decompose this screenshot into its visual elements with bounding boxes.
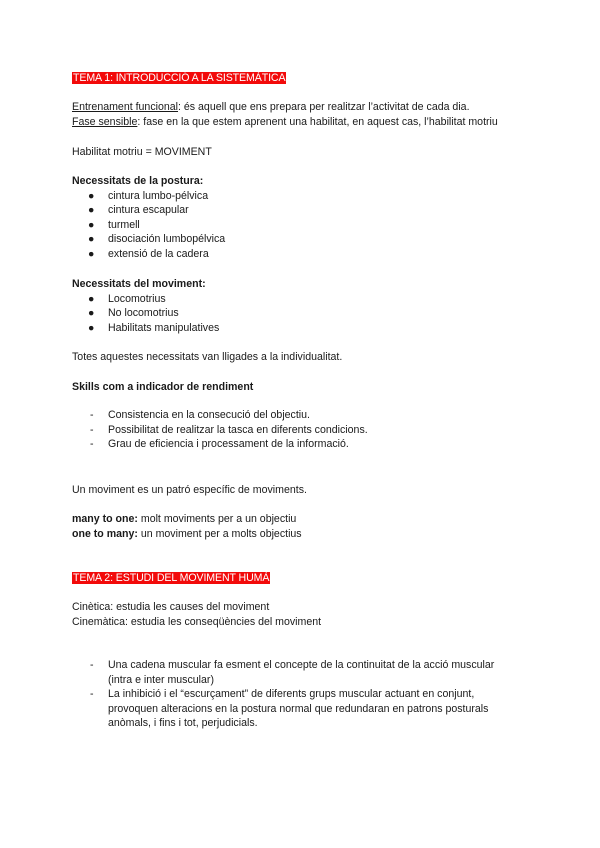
tema2-list-section	[72, 658, 508, 731]
def1-term: Entrenament funcional	[72, 101, 179, 113]
cinetica-section	[72, 600, 321, 629]
moviment-section	[72, 277, 219, 335]
skills-title: Skills com a indicador de rendiment	[72, 381, 254, 393]
many-to-one: many to one: molt moviments per a un objectiu	[72, 513, 297, 525]
postura-section	[72, 174, 225, 262]
list-item: - Una cadena muscular fa esment el concepte de la continuitat de la acció muscular (intra e inter muscular)	[90, 659, 495, 686]
one-to-many: one to many: un moviment per a molts objectius	[72, 527, 302, 540]
totes-line: Totes aquestes necessitats van lligades a la individualitat.	[72, 351, 343, 363]
moviment-list	[72, 292, 219, 336]
list-item: - Possibilitat de realitzar la tasca en diferents condicions.	[90, 423, 368, 436]
list-item: - La inhibició i el “escurçament” de diferents grups muscular actuant en conjunt, provoquen alteracions en la postura normal que redundaran en patrons posturals anòmals, i fins i tot, perjudicials.	[90, 688, 489, 730]
cinetica-line: Cinètica: estudia les causes del moviment	[72, 601, 270, 613]
def1-text: : és aquell que ens prepara per realitzar l’activitat de cada dia.	[178, 101, 470, 113]
list-item: ● extensió de la cadera	[88, 247, 209, 260]
tema2-heading-block	[72, 571, 270, 586]
def-fase	[72, 115, 498, 130]
postura-title: Necessitats de la postura:	[72, 175, 204, 187]
def2-term: Fase sensible	[72, 115, 138, 128]
skills-list	[72, 408, 368, 452]
list-item: - Consistencia en la consecució del objectiu.	[90, 409, 310, 421]
cinematica-line: Cinemàtica: estudia les conseqüències del moviment	[72, 615, 322, 628]
patro-line: Un moviment es un patró específic de moviments.	[72, 484, 307, 496]
list-item: ● Habilitats manipulatives	[88, 321, 220, 334]
list-item: - Grau de eficiencia i processament de la informació.	[90, 438, 349, 451]
tema2-list	[72, 658, 508, 731]
def-entrenament	[72, 100, 498, 115]
list-item: ● Locomotrius	[88, 292, 166, 305]
list-item: ● No locomotrius	[88, 307, 179, 320]
list-item: ● cintura lumbo-pélvica	[88, 189, 209, 202]
definitions	[72, 100, 498, 129]
skills-section	[72, 408, 368, 452]
postura-list	[72, 189, 225, 262]
tema2-heading: TEMA 2: ESTUDI DEL MOVIMENT HUMÀ	[73, 572, 270, 584]
list-item: ● disociación lumbopélvica	[88, 233, 226, 246]
def2-text: : fase en la que estem aprenent una habilitat, en aquest cas, l’habilitat motriu	[137, 115, 498, 128]
list-item: ● cintura escapular	[88, 204, 189, 217]
habilitat-line: Habilitat motriu = MOVIMENT	[72, 146, 212, 158]
list-item: ● turmell	[88, 218, 140, 231]
tema1-heading: TEMA 1: INTRODUCCIÓ A LA SISTEMÀTICA	[73, 72, 286, 84]
many-one-section	[72, 512, 302, 541]
moviment-title: Necessitats del moviment:	[72, 278, 206, 290]
tema1-heading-block	[72, 71, 286, 86]
